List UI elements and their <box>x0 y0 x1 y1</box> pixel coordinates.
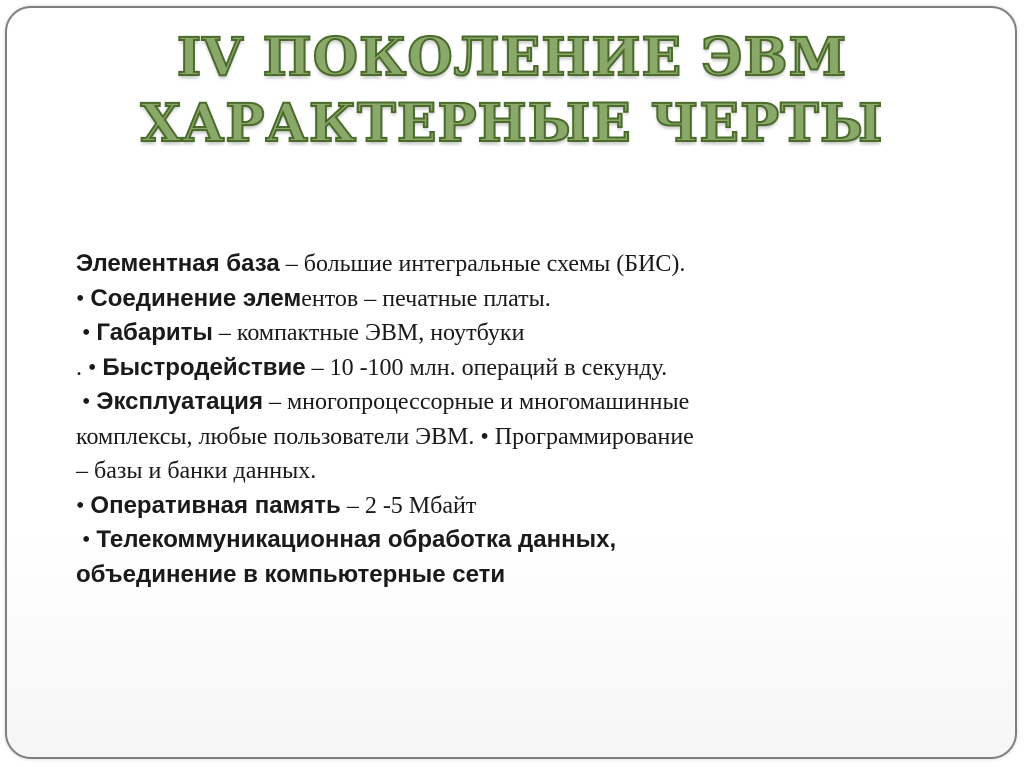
line-programming-cont: – базы и банки данных. <box>76 458 317 484</box>
line-speed <box>76 351 946 386</box>
slide-title <box>0 28 1024 154</box>
desc-dimensions: – компактные ЭВМ, ноутбуки <box>212 320 525 346</box>
term-telecom: Телекоммуникационная обработка данных, <box>96 526 617 553</box>
bullet: • <box>76 492 91 519</box>
bullet: • <box>76 527 97 553</box>
line-operation <box>76 385 946 420</box>
line-connection <box>76 282 946 317</box>
desc-memory: – 2 -5 Мбайт <box>340 492 477 519</box>
line-networks <box>76 558 946 593</box>
term-dimensions: Габариты <box>96 319 213 346</box>
term-networks: объединение в компьютерные сети <box>76 560 506 588</box>
title-line-2: ХАРАКТЕРНЫЕ ЧЕРТЫ <box>140 93 884 154</box>
term-memory: Оперативная память <box>90 491 341 519</box>
desc-element-base: – большие интегральные схемы (БИС). <box>279 251 686 277</box>
desc-connection: ентов – печатные платы. <box>301 285 551 312</box>
content-body <box>76 247 946 592</box>
bullet: • <box>76 285 91 312</box>
desc-speed: – 10 -100 млн. операций в секунду. <box>305 354 668 381</box>
term-operation: Эксплуатация <box>96 388 263 415</box>
term-element-base: Элементная база <box>76 250 280 277</box>
line-dimensions <box>76 316 946 351</box>
bullet: • <box>76 389 97 415</box>
desc-operation: – многопроцессорные и многомашинные <box>262 389 690 415</box>
bullet: . • <box>76 354 103 381</box>
bullet: • <box>76 320 97 346</box>
line-operation-cont: комплексы, любые пользователи ЭВМ. • Программирование <box>76 423 694 450</box>
line-memory <box>76 489 946 524</box>
term-speed: Быстродействие <box>102 353 306 381</box>
term-connection: Соединение элем <box>90 284 302 312</box>
line-telecom <box>76 523 946 558</box>
title-line-1: IV ПОКОЛЕНИЕ ЭВМ <box>176 27 848 88</box>
line-element-base <box>76 247 946 282</box>
